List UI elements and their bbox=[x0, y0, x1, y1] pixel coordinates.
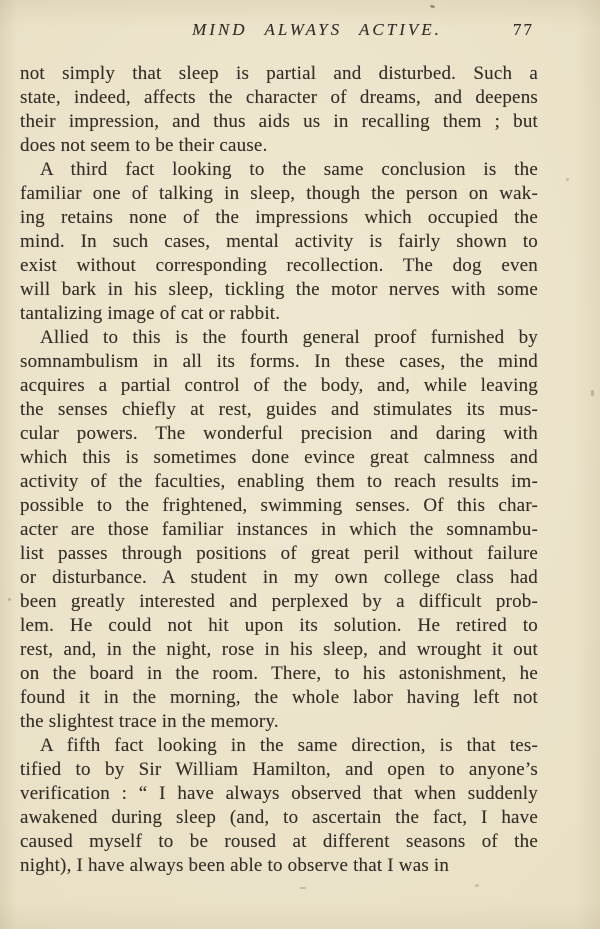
text-line: familiar one of talking in sleep, though the person on wak- bbox=[20, 183, 538, 204]
paper-speck bbox=[300, 887, 306, 889]
text-line: acter are those familiar instances in which the somnambu- bbox=[20, 519, 538, 540]
text-line: rest, and, in the night, rose in his sleep, and wrought it out bbox=[20, 639, 538, 660]
page-number: 77 bbox=[513, 20, 534, 39]
paper-speck bbox=[430, 4, 436, 9]
text-line: exist without corresponding recollection. The dog even bbox=[20, 255, 538, 276]
text-line: night), I have always been able to observe that I was in bbox=[20, 855, 450, 876]
text-line: somnambulism in all its forms. In these cases, the mind bbox=[20, 351, 538, 372]
text-line: possible to the frightened, swimming senses. Of this char- bbox=[20, 495, 538, 516]
text-line: cular powers. The wonderful precision and daring with bbox=[20, 423, 538, 444]
text-line: activity of the faculties, enabling them to reach results im- bbox=[20, 471, 538, 492]
text-line: list passes through positions of great peril without failure bbox=[20, 543, 538, 564]
text-line: their impression, and thus aids us in recalling them ; but bbox=[20, 111, 538, 132]
text-line: found it in the morning, the whole labor having left not bbox=[20, 687, 538, 708]
text-line: does not seem to be their cause. bbox=[20, 135, 268, 156]
text-line: A third fact looking to the same conclusion is the bbox=[40, 159, 538, 180]
page-header bbox=[0, 20, 600, 42]
text-line: the slightest trace in the memory. bbox=[20, 711, 279, 732]
text-line: will bark in his sleep, tickling the motor nerves with some bbox=[20, 279, 538, 300]
text-line: lem. He could not hit upon its solution. He retired to bbox=[20, 615, 538, 636]
text-line: Allied to this is the fourth general proof furnished by bbox=[40, 327, 538, 348]
text-line: awakened during sleep (and, to ascertain the fact, I have bbox=[20, 807, 538, 828]
paper-speck bbox=[8, 598, 11, 601]
text-line: verification : “ I have always observed that when suddenly bbox=[20, 783, 538, 804]
text-line: which this is sometimes done evince great calmness and bbox=[20, 447, 538, 468]
text-line: ing retains none of the impressions which occupied the bbox=[20, 207, 538, 228]
text-line: tified to by Sir William Hamilton, and open to anyone’s bbox=[20, 759, 538, 780]
text-line: caused myself to be roused at different seasons of the bbox=[20, 831, 538, 852]
text-line: not simply that sleep is partial and disturbed. Such a bbox=[20, 63, 538, 84]
paper-speck bbox=[566, 178, 569, 181]
text-line: or disturbance. A student in my own college class had bbox=[20, 567, 538, 588]
text-line: acquires a partial control of the body, and, while leaving bbox=[20, 375, 538, 396]
paper-speck bbox=[591, 390, 594, 396]
text-line: on the board in the room. There, to his astonishment, he bbox=[20, 663, 538, 684]
text-line: mind. In such cases, mental activity is fairly shown to bbox=[20, 231, 538, 252]
running-title: MIND ALWAYS ACTIVE. bbox=[192, 20, 442, 39]
text-line: the senses chiefly at rest, guides and stimulates its mus- bbox=[20, 399, 538, 420]
text-line: state, indeed, affects the character of dreams, and deepens bbox=[20, 87, 538, 108]
body-text bbox=[20, 62, 538, 878]
text-line: tantalizing image of cat or rabbit. bbox=[20, 303, 281, 324]
text-line: A fifth fact looking in the same direction, is that tes- bbox=[40, 735, 538, 756]
text-line: been greatly interested and perplexed by a difficult prob- bbox=[20, 591, 538, 612]
paper-speck bbox=[475, 884, 479, 887]
